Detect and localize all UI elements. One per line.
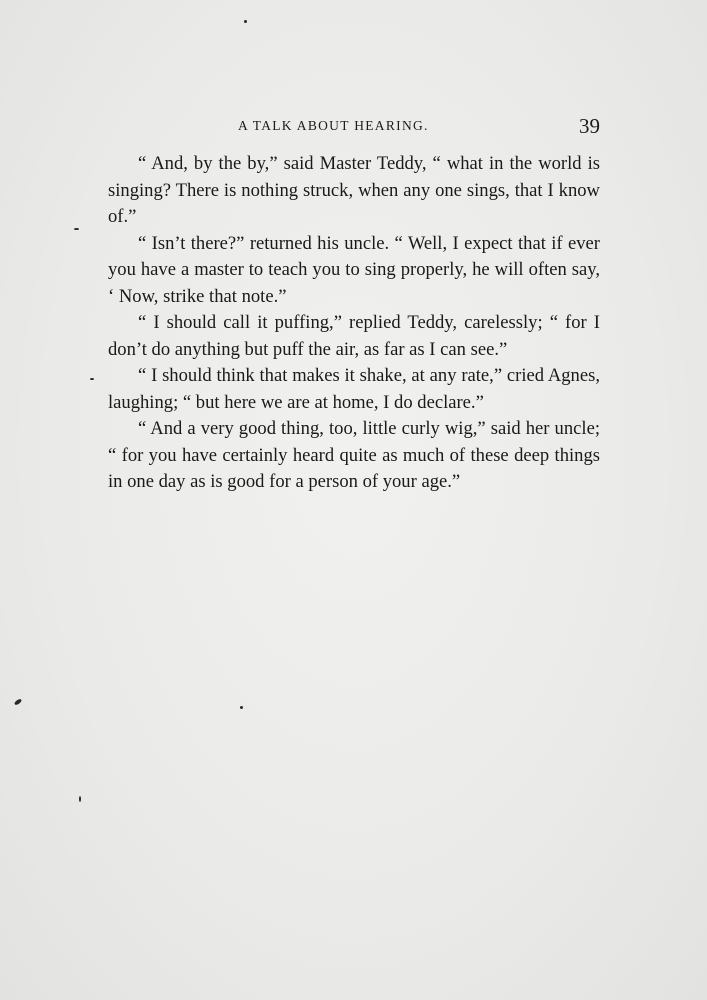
ink-speck <box>244 20 247 23</box>
page-number: 39 <box>579 114 600 138</box>
paragraph: “ And a very good thing, too, little curly wig,” said her uncle; “ for you have certainly heard quite as much of these deep things in one day as is good for a person of your age.” <box>108 418 600 492</box>
ink-speck <box>74 228 79 230</box>
ink-speck <box>240 706 243 709</box>
ink-speck <box>79 796 81 802</box>
ink-speck <box>14 698 23 706</box>
body-text <box>108 151 600 496</box>
paragraph: “ Isn’t there?” returned his uncle. “ Well, I expect that if ever you have a master to teach you to sing properly, he will often say, ‘ Now, strike that note.” <box>108 232 600 307</box>
ink-speck <box>90 378 94 380</box>
paragraph: “ I should think that makes it shake, at any rate,” cried Agnes, laughing; “ but here we are at home, I do declare.” <box>108 365 600 413</box>
paragraph: “ I should call it puffing,” replied Teddy, carelessly; “ for I don’t do anything but puff the air, as far as I can see.” <box>108 312 600 360</box>
running-head <box>108 114 600 140</box>
paragraph: “ And, by the by,” said Master Teddy, “ what in the world is singing? There is nothing struck, when any one sings, that I know of.” <box>108 153 600 227</box>
running-title: A TALK ABOUT HEARING. <box>238 118 429 133</box>
